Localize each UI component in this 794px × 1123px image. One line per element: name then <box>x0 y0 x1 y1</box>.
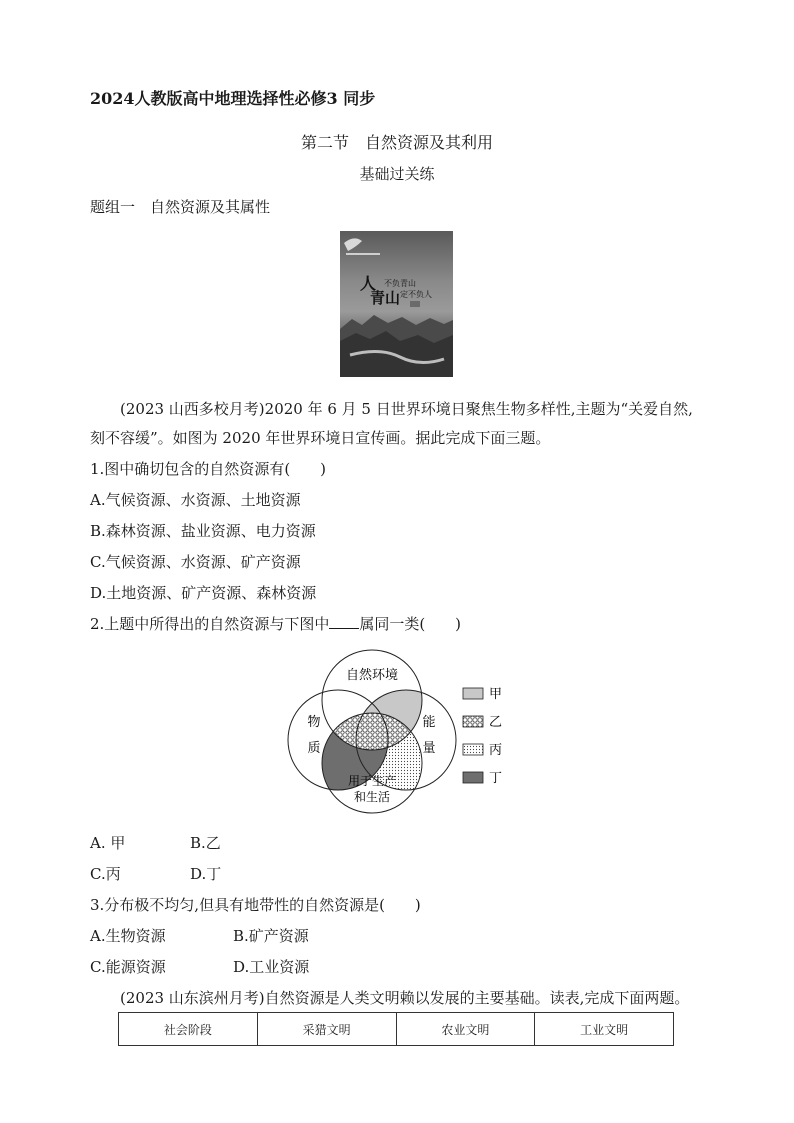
question-1-option-b[interactable]: B.森林资源、盐业资源、电力资源 <box>90 522 316 540</box>
table-header-cell: 社会阶段 <box>119 1013 258 1046</box>
question-3-option-c[interactable]: C.能源资源 <box>90 958 166 976</box>
legend-label-yi: 乙 <box>489 715 503 730</box>
question-3-option-b[interactable]: B.矿产资源 <box>233 927 309 945</box>
poster-logo-caption <box>346 253 380 255</box>
legend-label-bing: 丙 <box>489 743 503 758</box>
intro-line-1: (2023 山西多校月考)2020 年 6 月 5 日世界环境日聚焦生物多样性,主题为“关爱自然, <box>120 400 693 418</box>
question-2-options-row-1 <box>90 832 221 853</box>
poster-text-ding-bufu-ren: 定不负人 <box>400 290 432 299</box>
question-1-stem: 1.图中确切包含的自然资源有( ) <box>90 460 327 478</box>
question-2-option-a[interactable]: A. 甲 <box>90 834 126 852</box>
question-2-stem-after: 属同一类( ) <box>359 615 462 633</box>
venn-label-material-1: 物 <box>307 715 321 730</box>
question-2-option-d[interactable]: D.丁 <box>190 865 222 883</box>
venn-label-energy-2: 量 <box>422 741 436 756</box>
table-header-cell: 农业文明 <box>396 1013 535 1046</box>
venn-diagram <box>280 640 520 820</box>
question-2-options-row-2 <box>90 863 290 884</box>
legend-label-ding: 丁 <box>489 771 503 786</box>
question-1-option-c[interactable]: C.气候资源、水资源、矿产资源 <box>90 553 301 571</box>
question-3-options-row-1 <box>90 925 390 946</box>
question-3-option-d[interactable]: D.工业资源 <box>233 958 310 976</box>
venn-label-use-2: 和生活 <box>353 790 391 804</box>
table-header-row <box>119 1013 674 1046</box>
question-2-option-c[interactable]: C.丙 <box>90 865 121 883</box>
poster-char-ren: 人 <box>360 274 377 293</box>
venn-label-material-2: 质 <box>307 741 321 756</box>
venn-label-energy-1: 能 <box>422 715 436 730</box>
section-title: 第二节 自然资源及其利用 <box>300 133 493 152</box>
answer-blank[interactable] <box>329 614 359 629</box>
poster-char-qingshan: 青山 <box>370 289 401 307</box>
legend-swatch-yi <box>463 716 483 727</box>
question-2-stem <box>90 613 461 634</box>
document-title: 2024人教版高中地理选择性必修3 同步 <box>90 89 376 108</box>
intro-line-2: 刻不容缓”。如图为 2020 年世界环境日宣传画。据此完成下面三题。 <box>90 429 551 447</box>
question-3-option-a[interactable]: A.生物资源 <box>90 927 166 945</box>
table-header-cell: 采猎文明 <box>257 1013 396 1046</box>
question-2-option-b[interactable]: B.乙 <box>190 834 221 852</box>
question-3-stem: 3.分布极不均匀,但具有地带性的自然资源是( ) <box>90 896 421 914</box>
intro-2: (2023 山东滨州月考)自然资源是人类文明赖以发展的主要基础。读表,完成下面两题。 <box>120 989 690 1007</box>
poster-text-bufu-qingshan: 不负青山 <box>384 279 416 288</box>
question-1-option-d[interactable]: D.土地资源、矿产资源、森林资源 <box>90 584 317 602</box>
exercise-subtitle: 基础过关练 <box>359 165 435 183</box>
environment-day-poster <box>340 231 453 377</box>
legend-swatch-jia <box>463 688 483 699</box>
venn-label-use-1: 用于生产 <box>347 774 397 788</box>
legend-swatch-bing <box>463 744 483 755</box>
civilization-table <box>118 1012 674 1046</box>
question-3-options-row-2 <box>90 956 390 977</box>
question-group-title: 题组一 自然资源及其属性 <box>90 198 271 216</box>
question-2-stem-before: 2.上题中所得出的自然资源与下图中 <box>90 615 330 633</box>
table-header-cell: 工业文明 <box>535 1013 674 1046</box>
legend-swatch-ding <box>463 772 483 783</box>
poster-logo-shape <box>344 238 362 251</box>
legend-label-jia: 甲 <box>489 687 503 702</box>
question-1-option-a[interactable]: A.气候资源、水资源、土地资源 <box>90 491 301 509</box>
venn-legend <box>463 687 502 786</box>
venn-label-natural-environment: 自然环境 <box>345 668 399 683</box>
